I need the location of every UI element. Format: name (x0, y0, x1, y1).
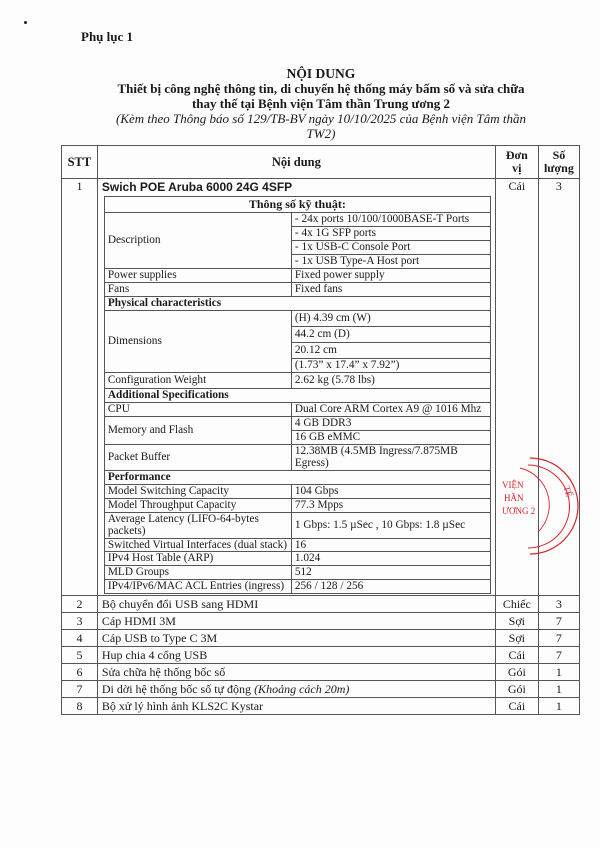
spec-description-value: - 4x 1G SFP ports (291, 227, 490, 241)
spec-cpu-label: CPU (104, 403, 291, 417)
spec-perf-value: 104 Gbps (291, 484, 490, 498)
row-qty: 7 (538, 646, 579, 663)
spec-cpu-value: Dual Core ARM Cortex A9 @ 1016 Mhz (291, 403, 490, 417)
spec-weight-label: Configuration Weight (104, 373, 291, 389)
item-1-content (97, 179, 495, 596)
row-content-text: Hup chia 4 cổng USB (101, 647, 208, 662)
table-row (62, 629, 580, 646)
row-unit: Cái (495, 646, 538, 663)
appendix-label: Phụ lục 1 (81, 29, 134, 44)
spec-perf-value: 16 (291, 538, 490, 552)
table-row (62, 612, 580, 629)
equipment-table (61, 145, 580, 715)
row-stt: 3 (62, 612, 98, 629)
table-row (62, 680, 580, 697)
spec-table (104, 196, 491, 594)
spec-dimensions-label: Dimensions (104, 311, 291, 373)
table-row-item-1 (62, 179, 580, 596)
spec-buffer-label: Packet Buffer (104, 444, 291, 470)
row-content-text: Cáp HDMI 3M (101, 613, 176, 628)
row-content (97, 646, 495, 663)
spec-perf-label: Switched Virtual Interfaces (dual stack) (104, 538, 291, 552)
stamp-line1: VIỆN (502, 480, 524, 490)
spec-perf-label: Model Throughput Capacity (104, 498, 291, 512)
spec-perf-value: 256 / 128 / 256 (291, 580, 490, 594)
spec-section-physical: Physical characteristics (104, 297, 490, 311)
spec-description-value: - 1x USB Type-A Host port (291, 255, 490, 269)
spec-section-performance: Performance (104, 470, 490, 484)
row-content-text: Sửa chữa hệ thống bốc số (101, 664, 226, 679)
item-1-qty: 3 (538, 179, 579, 596)
document-heading (60, 66, 582, 141)
spec-power-value: Fixed power supply (291, 269, 490, 283)
spec-dimensions-value: 44.2 cm (D) (291, 327, 490, 343)
document-note-line2: TW2) (306, 126, 336, 141)
row-stt: 5 (62, 646, 98, 663)
spec-perf-value: 1 Gbps: 1.5 µSec , 10 Gbps: 1.8 µSec (291, 512, 490, 538)
spec-fans-value: Fixed fans (291, 283, 490, 297)
document-subtitle-line1: Thiết bị công nghệ thông tin, di chuyển hệ thống máy bấm số và sửa chữa (117, 81, 525, 96)
header-content: Nội dung (97, 146, 495, 179)
row-content-text: Bộ xử lý hình ảnh KLS2C Kystar (101, 698, 264, 713)
row-qty: 1 (538, 663, 579, 680)
spec-memory-label: Memory and Flash (104, 416, 291, 444)
table-row (62, 595, 580, 612)
row-content (97, 629, 495, 646)
spec-memory-value: 16 GB eMMC (291, 430, 490, 444)
row-stt: 2 (62, 595, 98, 612)
row-stt: 7 (62, 680, 98, 697)
table-row (62, 646, 580, 663)
spec-perf-value: 512 (291, 566, 490, 580)
spec-dimensions-value: (1.73” x 17.4” x 7.92”) (291, 359, 490, 373)
row-qty: 7 (538, 629, 579, 646)
spec-perf-value: 77.3 Mpps (291, 498, 490, 512)
spec-description-label: Description (104, 213, 291, 269)
scan-speck (24, 21, 27, 24)
item-1-unit: Cái (495, 179, 538, 596)
item-1-name: Swich POE Aruba 6000 24G 4SFP (101, 180, 293, 194)
spec-weight-value: 2.62 kg (5.78 lbs) (291, 373, 490, 389)
spec-dimensions-value: 20.12 cm (291, 343, 490, 359)
spec-section-additional: Additional Specifications (104, 389, 490, 403)
header-unit: Đơn vị (495, 146, 538, 179)
spec-memory-value: 4 GB DDR3 (291, 416, 490, 430)
row-content-text: Cáp USB to Type C 3M (101, 630, 218, 645)
spec-perf-label: IPv4 Host Table (ARP) (104, 552, 291, 566)
row-qty: 1 (538, 680, 579, 697)
spec-power-label: Power supplies (104, 269, 291, 283)
stamp-line3: ƯƠNG 2 (502, 506, 536, 516)
row-unit: Gói (495, 680, 538, 697)
spec-header: Thông số kỹ thuật: (104, 197, 490, 213)
document-subtitle-line2: thay thế tại Bệnh viện Tâm thần Trung ương 2 (191, 96, 451, 111)
spec-description-value: - 24x ports 10/100/1000BASE-T Ports (291, 213, 490, 227)
row-unit: Gói (495, 663, 538, 680)
row-qty: 3 (538, 595, 579, 612)
row-content (97, 663, 495, 680)
row-unit: Sợi (495, 612, 538, 629)
header-stt: STT (62, 146, 98, 179)
row-stt: 4 (62, 629, 98, 646)
row-content (97, 697, 495, 714)
spec-perf-label: IPv4/IPv6/MAC ACL Entries (ingress) (104, 580, 291, 594)
row-qty: 1 (538, 697, 579, 714)
spec-perf-label: Average Latency (LIFO-64-bytes packets) (104, 512, 291, 538)
row-unit: Sợi (495, 629, 538, 646)
row-content-text: Di dời hệ thống bốc số tự động (101, 681, 255, 696)
document-note-line1: (Kèm theo Thông báo số 129/TB-BV ngày 10/10/2025 của Bệnh viện Tâm thần (116, 111, 526, 126)
table-row (62, 697, 580, 714)
spec-dimensions-value: (H) 4.39 cm (W) (291, 311, 490, 327)
stamp-line2: HẦN (504, 493, 524, 503)
row-qty: 7 (538, 612, 579, 629)
row-content-note: (Khoảng cách 20m) (254, 681, 350, 696)
table-row (62, 663, 580, 680)
row-stt: 8 (62, 697, 98, 714)
row-content (97, 612, 495, 629)
row-content (97, 680, 495, 697)
row-unit: Cái (495, 697, 538, 714)
spec-perf-value: 1.024 (291, 552, 490, 566)
spec-buffer-value: 12.38MB (4.5MB Ingress/7.875MB Egress) (291, 444, 490, 470)
row-content-text: Bộ chuyển đổi USB sang HDMI (101, 596, 259, 611)
table-header-row (62, 146, 580, 179)
spec-perf-label: MLD Groups (104, 566, 291, 580)
header-qty: Số lượng (538, 146, 579, 179)
row-content (97, 595, 495, 612)
row-unit: Chiếc (495, 595, 538, 612)
spec-description-value: - 1x USB-C Console Port (291, 241, 490, 255)
spec-perf-label: Model Switching Capacity (104, 484, 291, 498)
stamp-side-text: TẾ (561, 484, 575, 498)
spec-fans-label: Fans (104, 283, 291, 297)
document-title: NỘI DUNG (286, 66, 356, 81)
row-stt: 6 (62, 663, 98, 680)
item-1-stt: 1 (62, 179, 98, 596)
